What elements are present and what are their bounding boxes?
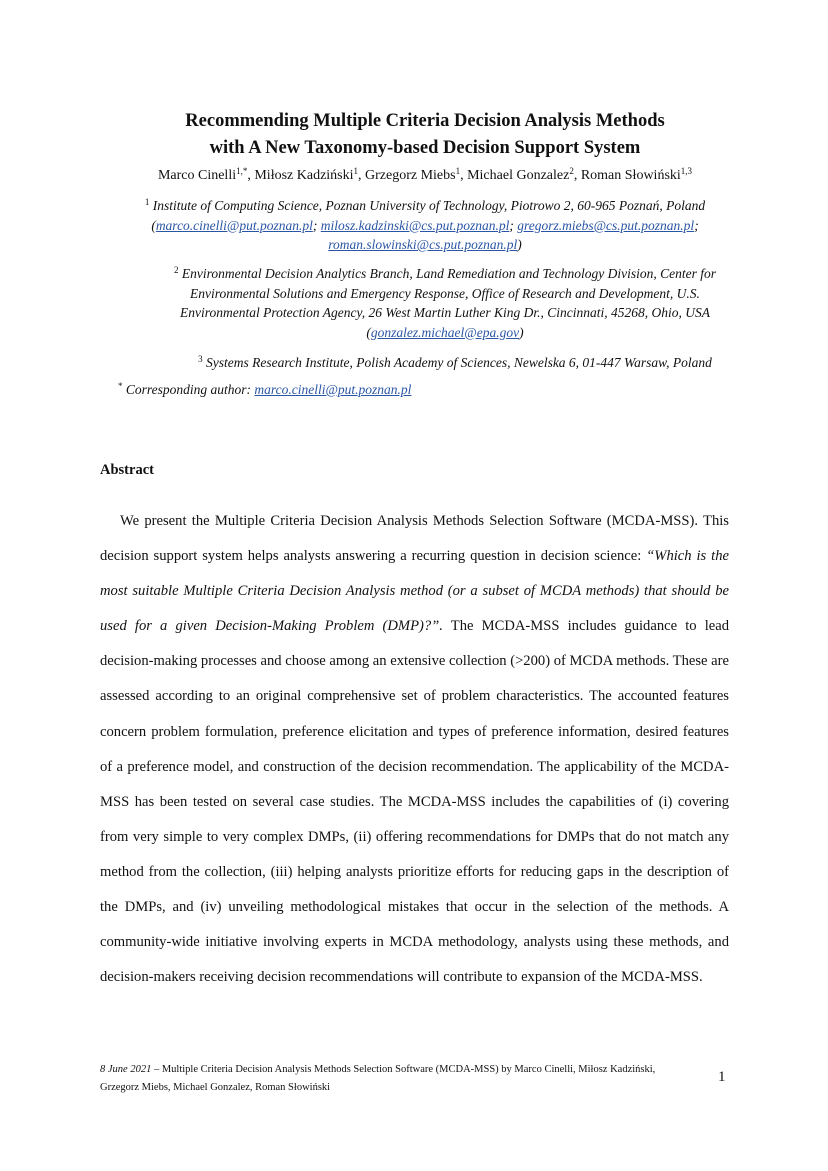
title-line-1: Recommending Multiple Criteria Decision Analysis Methods bbox=[185, 111, 665, 131]
abstract-text: The MCDA-MSS includes guidance to lead decision-making processes and choose among an extensive collection (>200) of MCDA methods. These are assessed according to an original comprehensive set of problem characteristics. The accounted features concern problem formulation, preference elicitation and types of preference information, desired features of a preference model, and construction of the decision recommendation. The applicability of the MCDA-MSS has been tested on several case studies. The MCDA-MSS includes the capabilities of (i) covering from very simple to very complex DMPs, (ii) offering recommendations for DMPs that do not match any method from the collection, (iii) helping analysts prioritize efforts for reducing gaps in the description of the DMPs, and (iv) unveiling methodological mistakes that occur in the selection of the methods. A community-wide initiative involving experts in MCDA methodology, analysts using these methods, and decision-makers receiving decision recommendations will contribute to expansion of the MCDA-MSS. bbox=[100, 618, 730, 986]
abstract-body bbox=[100, 504, 729, 995]
author-separator: , bbox=[358, 168, 366, 183]
page-footer bbox=[100, 1061, 700, 1097]
affiliation-text: Institute of Computing Science, Poznan University of Technology, Piotrowo 2, 60-965 Poznań, Poland bbox=[152, 198, 706, 213]
author bbox=[158, 168, 254, 183]
footer-line-1 bbox=[100, 1061, 700, 1079]
author-separator: , bbox=[460, 168, 468, 183]
email-link[interactable]: gregorz.miebs@cs.put.poznan.pl bbox=[517, 217, 695, 233]
email-link[interactable]: marco.cinelli@put.poznan.pl bbox=[254, 382, 412, 397]
author-affiliation-mark: 1,* bbox=[236, 166, 248, 176]
author bbox=[254, 168, 365, 183]
author bbox=[467, 168, 581, 183]
separator: ; bbox=[694, 217, 699, 233]
paren: ( bbox=[151, 217, 156, 233]
email-link[interactable]: gonzalez.michael@epa.gov bbox=[370, 324, 520, 340]
author-name: Grzegorz Miebs bbox=[365, 168, 456, 183]
separator: ; bbox=[509, 217, 518, 233]
corresponding-author bbox=[118, 380, 411, 399]
author-name: Marco Cinelli bbox=[157, 168, 237, 183]
email-link[interactable]: marco.cinelli@put.poznan.pl bbox=[155, 217, 313, 233]
affiliation-text: Systems Research Institute, Polish Academy of Sciences, Newelska 6, 01-447 Warsaw, Poland bbox=[206, 355, 712, 370]
affiliation-1-line-3 bbox=[60, 235, 790, 255]
author-name: Michael Gonzalez bbox=[467, 168, 570, 183]
affiliation-text: Environmental Decision Analytics Branch, Land Remediation and Technology Division, Center for bbox=[181, 266, 717, 281]
paren: ) bbox=[517, 237, 522, 252]
abstract-text: We present the Multiple Criteria Decision Analysis Methods Selection Software (MCDA-MSS). This decision support system helps analysts answering a recurring question in decision science: bbox=[100, 513, 729, 565]
corresponding-label: Corresponding author: bbox=[125, 382, 255, 397]
email-link[interactable]: roman.slowinski@cs.put.poznan.pl bbox=[328, 237, 518, 252]
author-affiliation-mark: 1 bbox=[353, 166, 359, 176]
title-line-2: with A New Taxonomy-based Decision Support System bbox=[209, 138, 641, 158]
page-number: 1 bbox=[718, 1069, 726, 1085]
affiliation-number: 1 bbox=[144, 197, 150, 207]
affiliation-number: 2 bbox=[173, 265, 179, 275]
author-name: Roman Słowiński bbox=[580, 168, 681, 183]
separator: ; bbox=[312, 217, 321, 233]
author-name: Miłosz Kadziński bbox=[254, 168, 354, 183]
paper-title bbox=[60, 108, 790, 162]
footer-line-2: Grzegorz Miebs, Michael Gonzalez, Roman Słowiński bbox=[100, 1082, 331, 1093]
author bbox=[581, 168, 692, 183]
author bbox=[365, 168, 467, 183]
affiliation-2-line-3: Environmental Protection Agency, 26 West Martin Luther King Dr., Cincinnati, 45268, Ohio, USA bbox=[180, 305, 710, 320]
author-affiliation-mark: 1,3 bbox=[680, 166, 693, 176]
affiliation-2-line-4 bbox=[60, 323, 828, 343]
affiliation-2 bbox=[60, 264, 828, 342]
corresponding-mark: * bbox=[118, 381, 123, 391]
footer-date: 8 June 2021 bbox=[100, 1064, 152, 1075]
affiliation-1-line-2 bbox=[60, 216, 790, 236]
paren: ) bbox=[519, 324, 524, 340]
affiliation-2-line-2: Environmental Solutions and Emergency Response, Office of Research and Development, U.S. bbox=[190, 285, 700, 301]
author-separator: , bbox=[247, 168, 255, 183]
email-link[interactable]: milosz.kadzinski@cs.put.poznan.pl bbox=[320, 217, 510, 233]
affiliation-1-line-1 bbox=[60, 196, 790, 216]
affiliation-1 bbox=[60, 196, 790, 255]
footer-text: – Multiple Criteria Decision Analysis Methods Selection Software (MCDA-MSS) by Marco Cinelli, Miłosz Kadziński, bbox=[151, 1064, 656, 1075]
author-affiliation-mark: 2 bbox=[569, 166, 574, 176]
affiliation-3 bbox=[100, 353, 810, 373]
author-list bbox=[60, 167, 790, 185]
affiliation-number: 3 bbox=[198, 354, 203, 364]
paren: ( bbox=[366, 324, 371, 340]
abstract-heading: Abstract bbox=[100, 462, 154, 478]
abstract-question: “Which is the most suitable Multiple Criteria Decision Analysis method (or a subset of MCDA methods) that should be used for a given Decision-Making Problem (DMP)?”. bbox=[100, 548, 729, 635]
affiliation-3-line bbox=[100, 353, 810, 373]
author-affiliation-mark: 1 bbox=[455, 166, 461, 176]
author-separator: , bbox=[573, 168, 581, 183]
affiliation-2-line-1 bbox=[60, 264, 828, 284]
